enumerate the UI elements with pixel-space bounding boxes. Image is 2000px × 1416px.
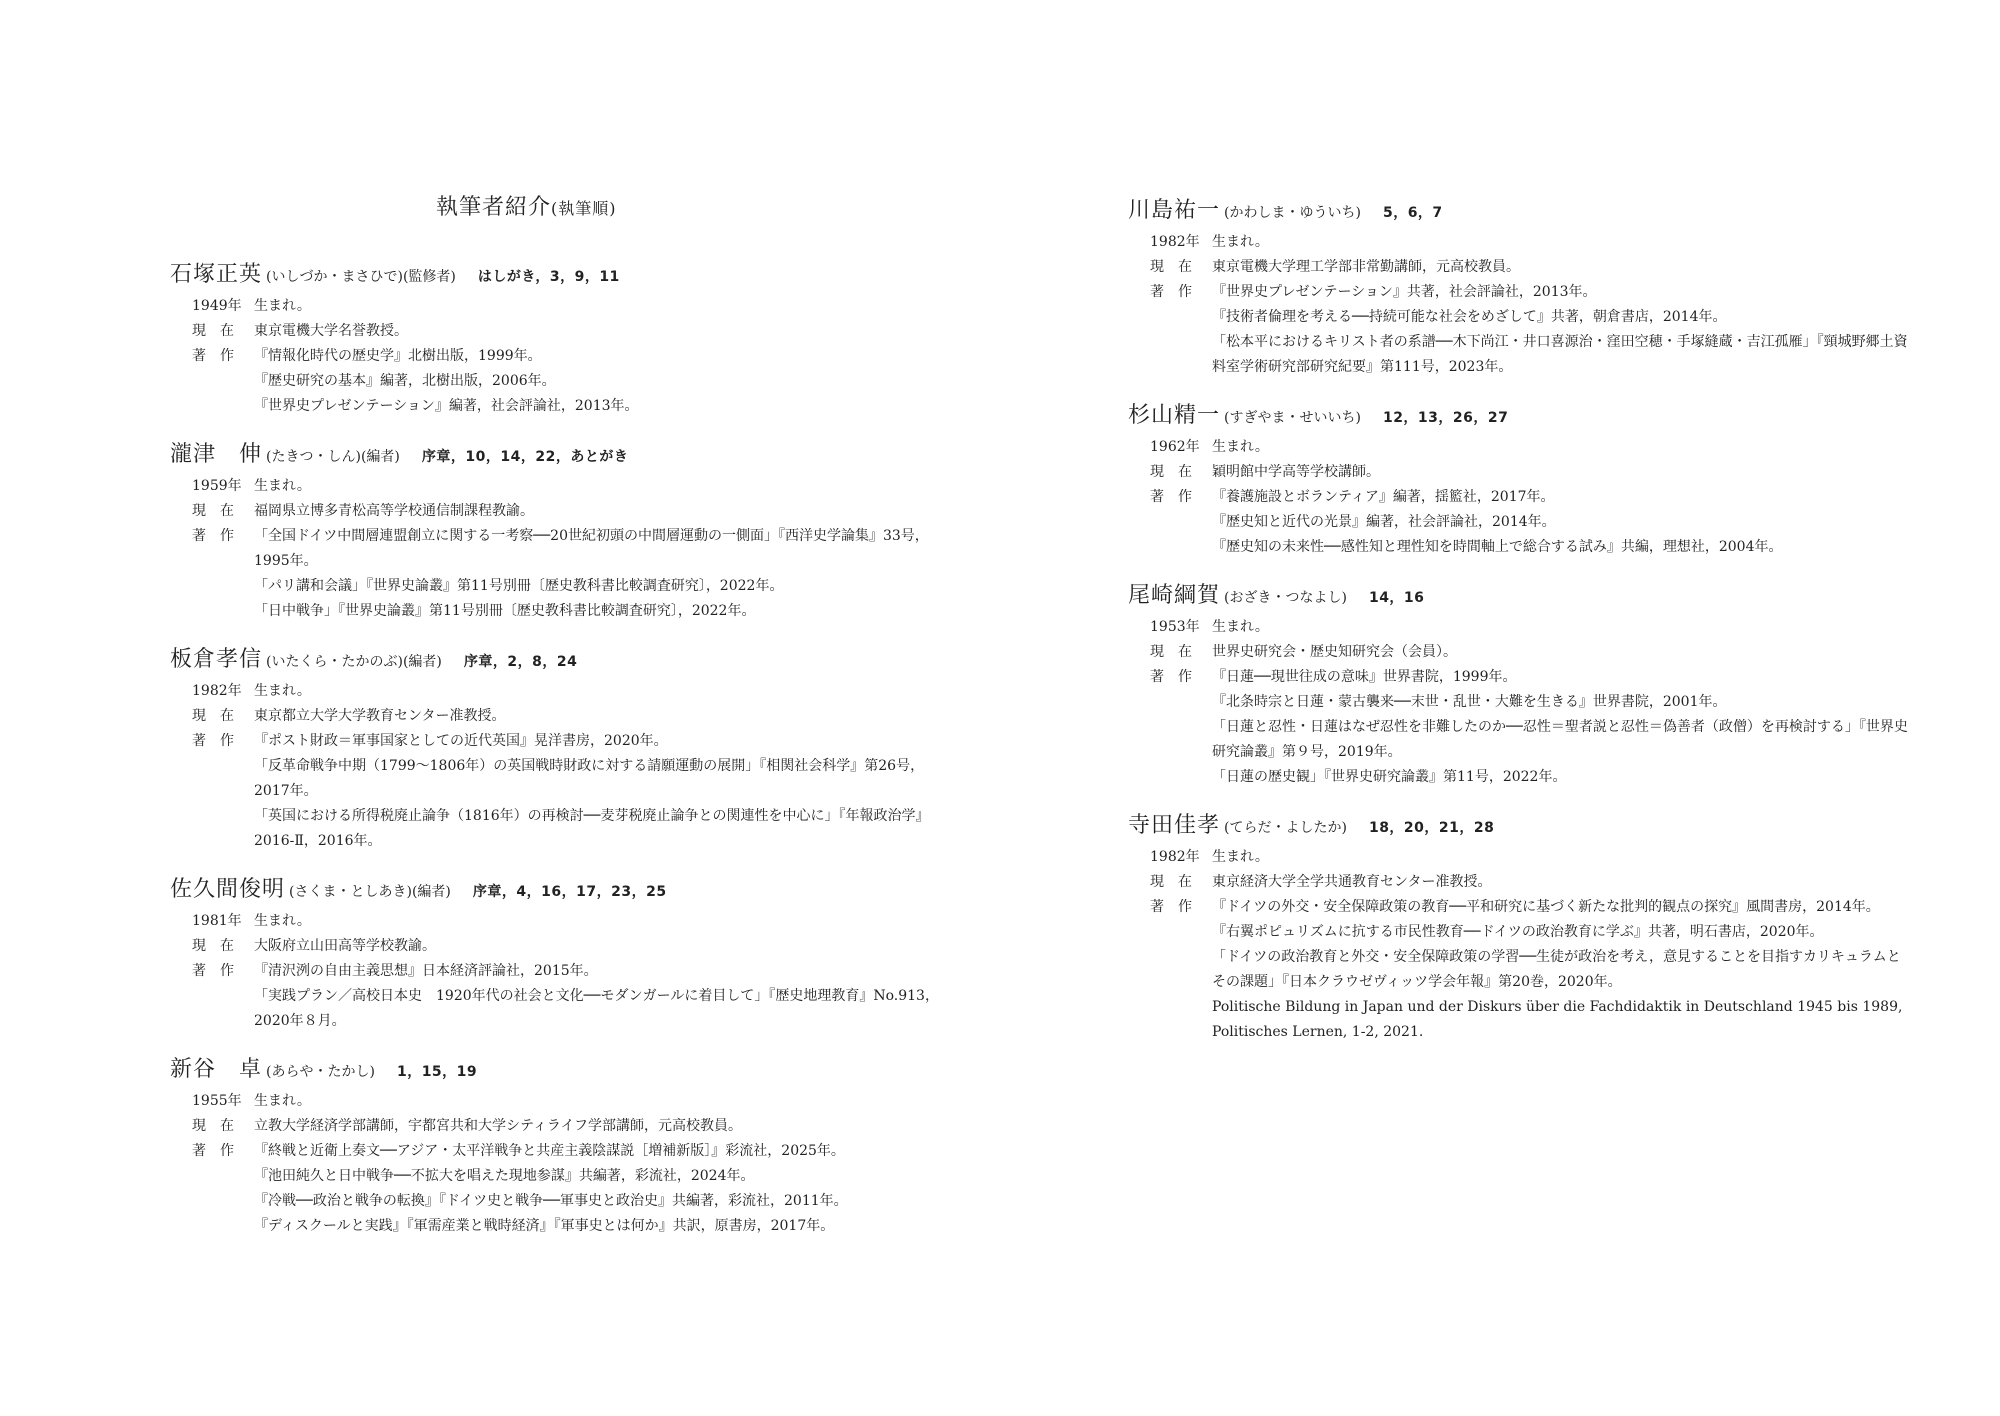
born-row xyxy=(170,294,950,319)
born-row xyxy=(170,679,950,704)
born-row xyxy=(1128,615,1908,640)
work-item: 『冷戦──政治と戦争の転換』『ドイツ史と戦争──軍事史と政治史』共編著，彩流社，2011年。 xyxy=(254,1193,848,1209)
author-name: 川島祐一 xyxy=(1128,198,1221,223)
author-header xyxy=(170,872,950,903)
author-header xyxy=(1128,578,1908,609)
author-entry xyxy=(170,642,950,854)
current-position: 大阪府立山田高等学校教諭。 xyxy=(254,938,436,954)
born-text: 生まれ。 xyxy=(254,913,311,929)
page-title-text: 執筆者紹介 xyxy=(436,195,552,220)
author-chapters: 14，16 xyxy=(1368,590,1425,606)
works-list xyxy=(254,1139,950,1239)
current-row xyxy=(1128,640,1908,665)
author-chapters: 1，15，19 xyxy=(396,1064,478,1080)
current-label: 現 在 xyxy=(1150,874,1192,890)
page-title-sub: (執筆順) xyxy=(551,199,617,218)
works-list xyxy=(1212,485,1908,560)
author-entry xyxy=(1128,193,1908,380)
born-row xyxy=(1128,845,1908,870)
born-year: 1955年 xyxy=(192,1093,242,1109)
author-role: (編者) xyxy=(411,884,451,900)
author-name: 新谷 卓 xyxy=(170,1057,263,1082)
work-item: 「日蓮と忍性・日蓮はなぜ忍性を非難したのか──忍性＝聖者説と忍性＝偽善者（政僧）を再検討する」『世界史研究論叢』第９号，2019年。 xyxy=(1212,719,1908,760)
works-list xyxy=(254,524,950,624)
work-item: 『情報化時代の歴史学』北樹出版，1999年。 xyxy=(254,348,542,364)
author-reading: (かわしま・ゆういち) xyxy=(1224,205,1361,221)
work-item: 『世界史プレゼンテーション』共著，社会評論社，2013年。 xyxy=(1212,284,1597,300)
works-label: 著 作 xyxy=(192,528,234,544)
work-item: 『終戦と近衛上奏文──アジア・太平洋戦争と共産主義陰謀説［増補新版］』彩流社，2025年。 xyxy=(254,1143,845,1159)
author-entry xyxy=(1128,398,1908,560)
author-chapters: 序章，4，16，17，23，25 xyxy=(472,884,667,900)
left-column xyxy=(170,190,950,1257)
current-label: 現 在 xyxy=(192,938,234,954)
current-row xyxy=(1128,460,1908,485)
works-row xyxy=(1128,485,1908,560)
current-position: 福岡県立博多青松高等学校通信制課程教諭。 xyxy=(254,503,534,519)
current-position: 東京電機大学理工学部非常勤講師，元高校教員。 xyxy=(1212,259,1520,275)
author-entry xyxy=(170,1052,950,1239)
author-reading: (てらだ・よしたか) xyxy=(1224,820,1347,836)
author-name: 石塚正英 xyxy=(170,262,263,287)
author-chapters: はしがき，3，9，11 xyxy=(477,269,620,285)
work-item: 『養護施設とボランティア』編著，揺籃社，2017年。 xyxy=(1212,489,1555,505)
current-label: 現 在 xyxy=(192,503,234,519)
works-row xyxy=(170,344,950,419)
author-entry xyxy=(170,872,950,1034)
born-row xyxy=(1128,435,1908,460)
current-label: 現 在 xyxy=(1150,464,1192,480)
works-label: 著 作 xyxy=(192,963,234,979)
works-label: 著 作 xyxy=(192,733,234,749)
author-header xyxy=(170,257,950,288)
author-chapters: 18，20，21，28 xyxy=(1368,820,1495,836)
work-item: 『歴史知の未来性──感性知と理性知を時間軸上で総合する試み』共編，理想社，2004年。 xyxy=(1212,539,1783,555)
born-year: 1959年 xyxy=(192,478,242,494)
author-name: 寺田佳孝 xyxy=(1128,813,1221,838)
current-label: 現 在 xyxy=(192,708,234,724)
born-year: 1982年 xyxy=(1150,849,1200,865)
current-row xyxy=(170,499,950,524)
current-row xyxy=(170,319,950,344)
work-item: 『清沢洌の自由主義思想』日本経済評論社，2015年。 xyxy=(254,963,598,979)
work-item: 「日中戦争」『世界史論叢』第11号別冊〔歴史教科書比較調査研究〕，2022年。 xyxy=(254,603,756,619)
author-reading: (たきつ・しん) xyxy=(266,449,361,465)
author-role: (編者) xyxy=(402,654,442,670)
work-item: 『北条時宗と日蓮・蒙古襲来──末世・乱世・大難を生きる』世界書院，2001年。 xyxy=(1212,694,1727,710)
works-label: 著 作 xyxy=(1150,669,1192,685)
work-item: 「反革命戦争中期（1799～1806年）の英国戦時財政に対する請願運動の展開」『相関社会科学』第26号，2017年。 xyxy=(254,758,925,799)
current-position: 穎明館中学高等学校講師。 xyxy=(1212,464,1380,480)
author-name: 板倉孝信 xyxy=(170,647,263,672)
author-reading: (すぎやま・せいいち) xyxy=(1224,410,1361,426)
author-reading: (おざき・つなよし) xyxy=(1224,590,1347,606)
work-item: 『世界史プレゼンテーション』編著，社会評論社，2013年。 xyxy=(254,398,639,414)
author-role: (編者) xyxy=(360,449,400,465)
author-header xyxy=(1128,808,1908,839)
work-item: 「パリ講和会議」『世界史論叢』第11号別冊〔歴史教科書比較調査研究〕，2022年。 xyxy=(254,578,784,594)
author-reading: (さくま・としあき) xyxy=(289,884,412,900)
author-header xyxy=(170,437,950,468)
born-row xyxy=(170,474,950,499)
current-position: 東京電機大学名誉教授。 xyxy=(254,323,408,339)
author-chapters: 序章，2，8，24 xyxy=(463,654,578,670)
born-text: 生まれ。 xyxy=(1212,234,1269,250)
current-row xyxy=(1128,870,1908,895)
work-item: 「ドイツの政治教育と外交・安全保障政策の学習──生徒が政治を考え，意見することを目指すカリキュラムとその課題」『日本クラウゼヴィッツ学会年報』第20巻，2020年。 xyxy=(1212,949,1901,990)
born-text: 生まれ。 xyxy=(1212,439,1269,455)
born-year: 1953年 xyxy=(1150,619,1200,635)
author-role: (監修者) xyxy=(402,269,456,285)
works-list xyxy=(254,959,950,1034)
works-row xyxy=(170,729,950,854)
born-year: 1949年 xyxy=(192,298,242,314)
works-row xyxy=(170,1139,950,1239)
works-row xyxy=(1128,665,1908,790)
works-label: 著 作 xyxy=(1150,489,1192,505)
works-label: 著 作 xyxy=(192,348,234,364)
works-list xyxy=(1212,280,1908,380)
work-item: 『池田純久と日中戦争──不拡大を唱えた現地参謀』共編著，彩流社，2024年。 xyxy=(254,1168,755,1184)
work-item: 「松本平におけるキリスト者の系譜──木下尚江・井口喜源治・窪田空穂・手塚縫蔵・吉江孤雁」『頸城野郷土資料室学術研究部研究紀要』第111号，2023年。 xyxy=(1212,334,1908,375)
current-label: 現 在 xyxy=(1150,259,1192,275)
born-text: 生まれ。 xyxy=(254,478,311,494)
current-position: 東京経済大学全学共通教育センター准教授。 xyxy=(1212,874,1492,890)
current-position: 立教大学経済学部講師，宇都宮共和大学シティライフ学部講師，元高校教員。 xyxy=(254,1118,743,1134)
born-year: 1982年 xyxy=(192,683,242,699)
works-list xyxy=(1212,895,1908,1045)
author-chapters: 5，6，7 xyxy=(1382,205,1443,221)
author-reading: (あらや・たかし) xyxy=(266,1064,375,1080)
works-row xyxy=(170,524,950,624)
works-row xyxy=(1128,280,1908,380)
author-reading: (いしづか・まさひで) xyxy=(266,269,403,285)
author-name: 杉山精一 xyxy=(1128,403,1221,428)
work-item: 『ポスト財政＝軍事国家としての近代英国』晃洋書房，2020年。 xyxy=(254,733,668,749)
author-chapters: 序章，10，14，22，あとがき xyxy=(421,449,629,465)
current-label: 現 在 xyxy=(192,1118,234,1134)
born-text: 生まれ。 xyxy=(254,1093,311,1109)
author-name: 瀧津 伸 xyxy=(170,442,263,467)
author-name: 佐久間俊明 xyxy=(170,877,286,902)
work-item: 「日蓮の歴史観」『世界史研究論叢』第11号，2022年。 xyxy=(1212,769,1567,785)
work-item: 『歴史研究の基本』編著，北樹出版，2006年。 xyxy=(254,373,556,389)
page-title xyxy=(436,190,950,221)
current-row xyxy=(1128,255,1908,280)
works-list xyxy=(254,344,950,419)
born-row xyxy=(170,1089,950,1114)
author-entry xyxy=(170,437,950,624)
work-item: Politische Bildung in Japan und der Diskurs über die Fachdidaktik in Deutschland 1945 bis 1989, Politisches Lernen, 1-2, 2021. xyxy=(1212,999,1903,1040)
right-column xyxy=(1128,193,1908,1063)
work-item: 『右翼ポピュリズムに抗する市民性教育──ドイツの政治教育に学ぶ』共著，明石書店，2020年。 xyxy=(1212,924,1824,940)
work-item: 『技術者倫理を考える──持続可能な社会をめざして』共著，朝倉書店，2014年。 xyxy=(1212,309,1727,325)
works-row xyxy=(170,959,950,1034)
author-entry xyxy=(1128,808,1908,1045)
work-item: 「全国ドイツ中間層連盟創立に関する一考察──20世紀初頭の中間層運動の一側面」『西洋史学論集』33号，1995年。 xyxy=(254,528,929,569)
work-item: 『日蓮──現世往成の意味』世界書院，1999年。 xyxy=(1212,669,1517,685)
author-name: 尾崎綱賀 xyxy=(1128,583,1221,608)
born-text: 生まれ。 xyxy=(1212,849,1269,865)
current-row xyxy=(170,704,950,729)
author-header xyxy=(1128,398,1908,429)
work-item: 「実践プラン／高校日本史 1920年代の社会と文化──モダンガールに着目して」『歴史地理教育』No.913，2020年８月。 xyxy=(254,988,939,1029)
born-text: 生まれ。 xyxy=(1212,619,1269,635)
work-item: 『ディスクールと実践』『軍需産業と戦時経済』『軍事史とは何か』共訳，原書房，2017年。 xyxy=(254,1218,835,1234)
born-row xyxy=(170,909,950,934)
author-header xyxy=(170,642,950,673)
born-year: 1962年 xyxy=(1150,439,1200,455)
work-item: 『歴史知と近代の光景』編著，社会評論社，2014年。 xyxy=(1212,514,1556,530)
current-position: 東京都立大学大学教育センター准教授。 xyxy=(254,708,506,724)
works-row xyxy=(1128,895,1908,1045)
born-row xyxy=(1128,230,1908,255)
born-year: 1981年 xyxy=(192,913,242,929)
current-label: 現 在 xyxy=(1150,644,1192,660)
works-list xyxy=(254,729,950,854)
work-item: 「英国における所得税廃止論争（1816年）の再検討──麦芽税廃止論争との関連性を中心に」『年報政治学』2016-Ⅱ，2016年。 xyxy=(254,808,930,849)
author-chapters: 12，13，26，27 xyxy=(1382,410,1509,426)
born-text: 生まれ。 xyxy=(254,298,311,314)
works-label: 著 作 xyxy=(1150,284,1192,300)
author-header xyxy=(170,1052,950,1083)
author-header xyxy=(1128,193,1908,224)
works-label: 著 作 xyxy=(192,1143,234,1159)
born-text: 生まれ。 xyxy=(254,683,311,699)
current-row xyxy=(170,934,950,959)
born-year: 1982年 xyxy=(1150,234,1200,250)
works-list xyxy=(1212,665,1908,790)
current-row xyxy=(170,1114,950,1139)
current-label: 現 在 xyxy=(192,323,234,339)
author-entry xyxy=(1128,578,1908,790)
author-entry xyxy=(170,257,950,419)
author-reading: (いたくら・たかのぶ) xyxy=(266,654,403,670)
current-position: 世界史研究会・歴史知研究会（会員）。 xyxy=(1212,644,1457,660)
work-item: 『ドイツの外交・安全保障政策の教育──平和研究に基づく新たな批判的観点の探究』風間書房，2014年。 xyxy=(1212,899,1880,915)
works-label: 著 作 xyxy=(1150,899,1192,915)
